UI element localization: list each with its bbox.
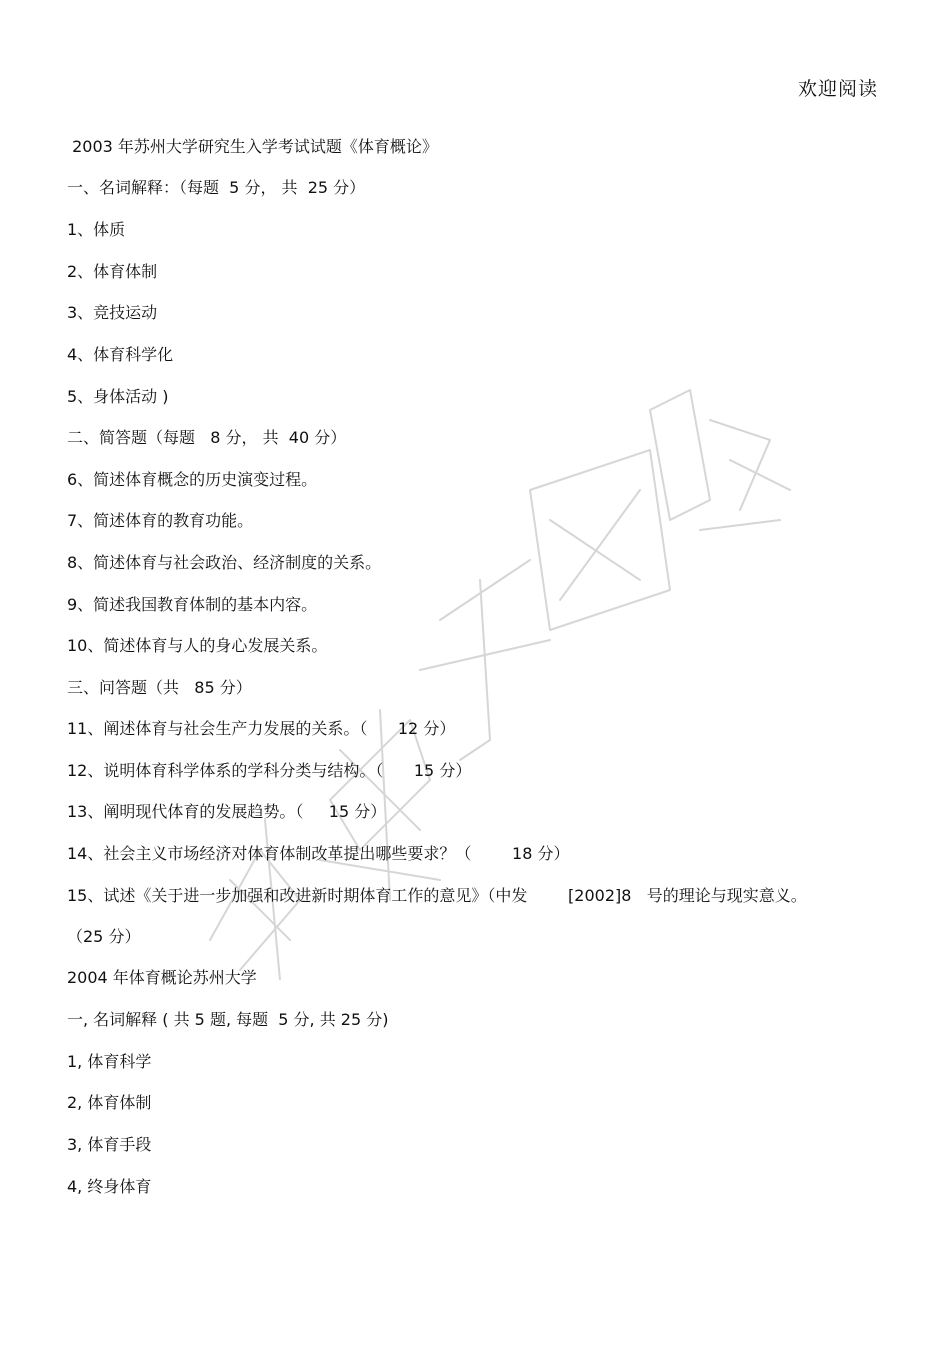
question-line-continuation: （25 分）: [67, 927, 141, 946]
question-line: 7、简述体育的教育功能。: [67, 511, 254, 530]
question-line: 1、体质: [67, 220, 126, 239]
question-line: 10、简述体育与人的身心发展关系。: [67, 636, 328, 655]
question-line: 14、社会主义市场经济对体育体制改革提出哪些要求？（ 18 分）: [67, 844, 570, 863]
exam-title-2003: 2003 年苏州大学研究生入学考试试题《体育概论》: [67, 137, 438, 156]
question-line: 9、简述我国教育体制的基本内容。: [67, 595, 318, 614]
question-line: 2, 体育体制: [67, 1093, 152, 1112]
question-line: 3, 体育手段: [67, 1135, 152, 1154]
question-line: 3、竞技运动: [67, 303, 158, 322]
section-heading-essay: 三、问答题（共 85 分）: [67, 678, 252, 697]
question-line: 1, 体育科学: [67, 1052, 152, 1071]
question-line: 11、阐述体育与社会生产力发展的关系。（ 12 分）: [67, 719, 456, 738]
question-line: 6、简述体育概念的历史演变过程。: [67, 470, 318, 489]
question-line: 4, 终身体育: [67, 1177, 152, 1196]
question-line: 13、阐明现代体育的发展趋势。（ 15 分）: [67, 802, 387, 821]
header-welcome-text: 欢迎阅读: [797, 78, 878, 100]
exam-title-2004: 2004 年体育概论苏州大学: [67, 968, 257, 987]
question-line: 4、体育科学化: [67, 345, 174, 364]
section-heading-definitions-2004: 一, 名词解释 ( 共 5 题, 每题 5 分, 共 25 分): [67, 1010, 389, 1029]
section-heading-definitions: 一、名词解释：（每题 5 分， 共 25 分）: [67, 178, 366, 197]
question-line: 12、说明体育科学体系的学科分类与结构。（ 15 分）: [67, 761, 472, 780]
question-line: 15、试述《关于进一步加强和改进新时期体育工作的意见》（中发 [2002]8 号的理论与现实意义。: [67, 886, 807, 905]
question-line: 2、体育体制: [67, 262, 158, 281]
question-line: 8、简述体育与社会政治、经济制度的关系。: [67, 553, 382, 572]
section-heading-short-answer: 二、简答题（每题 8 分， 共 40 分）: [67, 428, 347, 447]
question-line: 5、身体活动 ): [67, 387, 169, 406]
